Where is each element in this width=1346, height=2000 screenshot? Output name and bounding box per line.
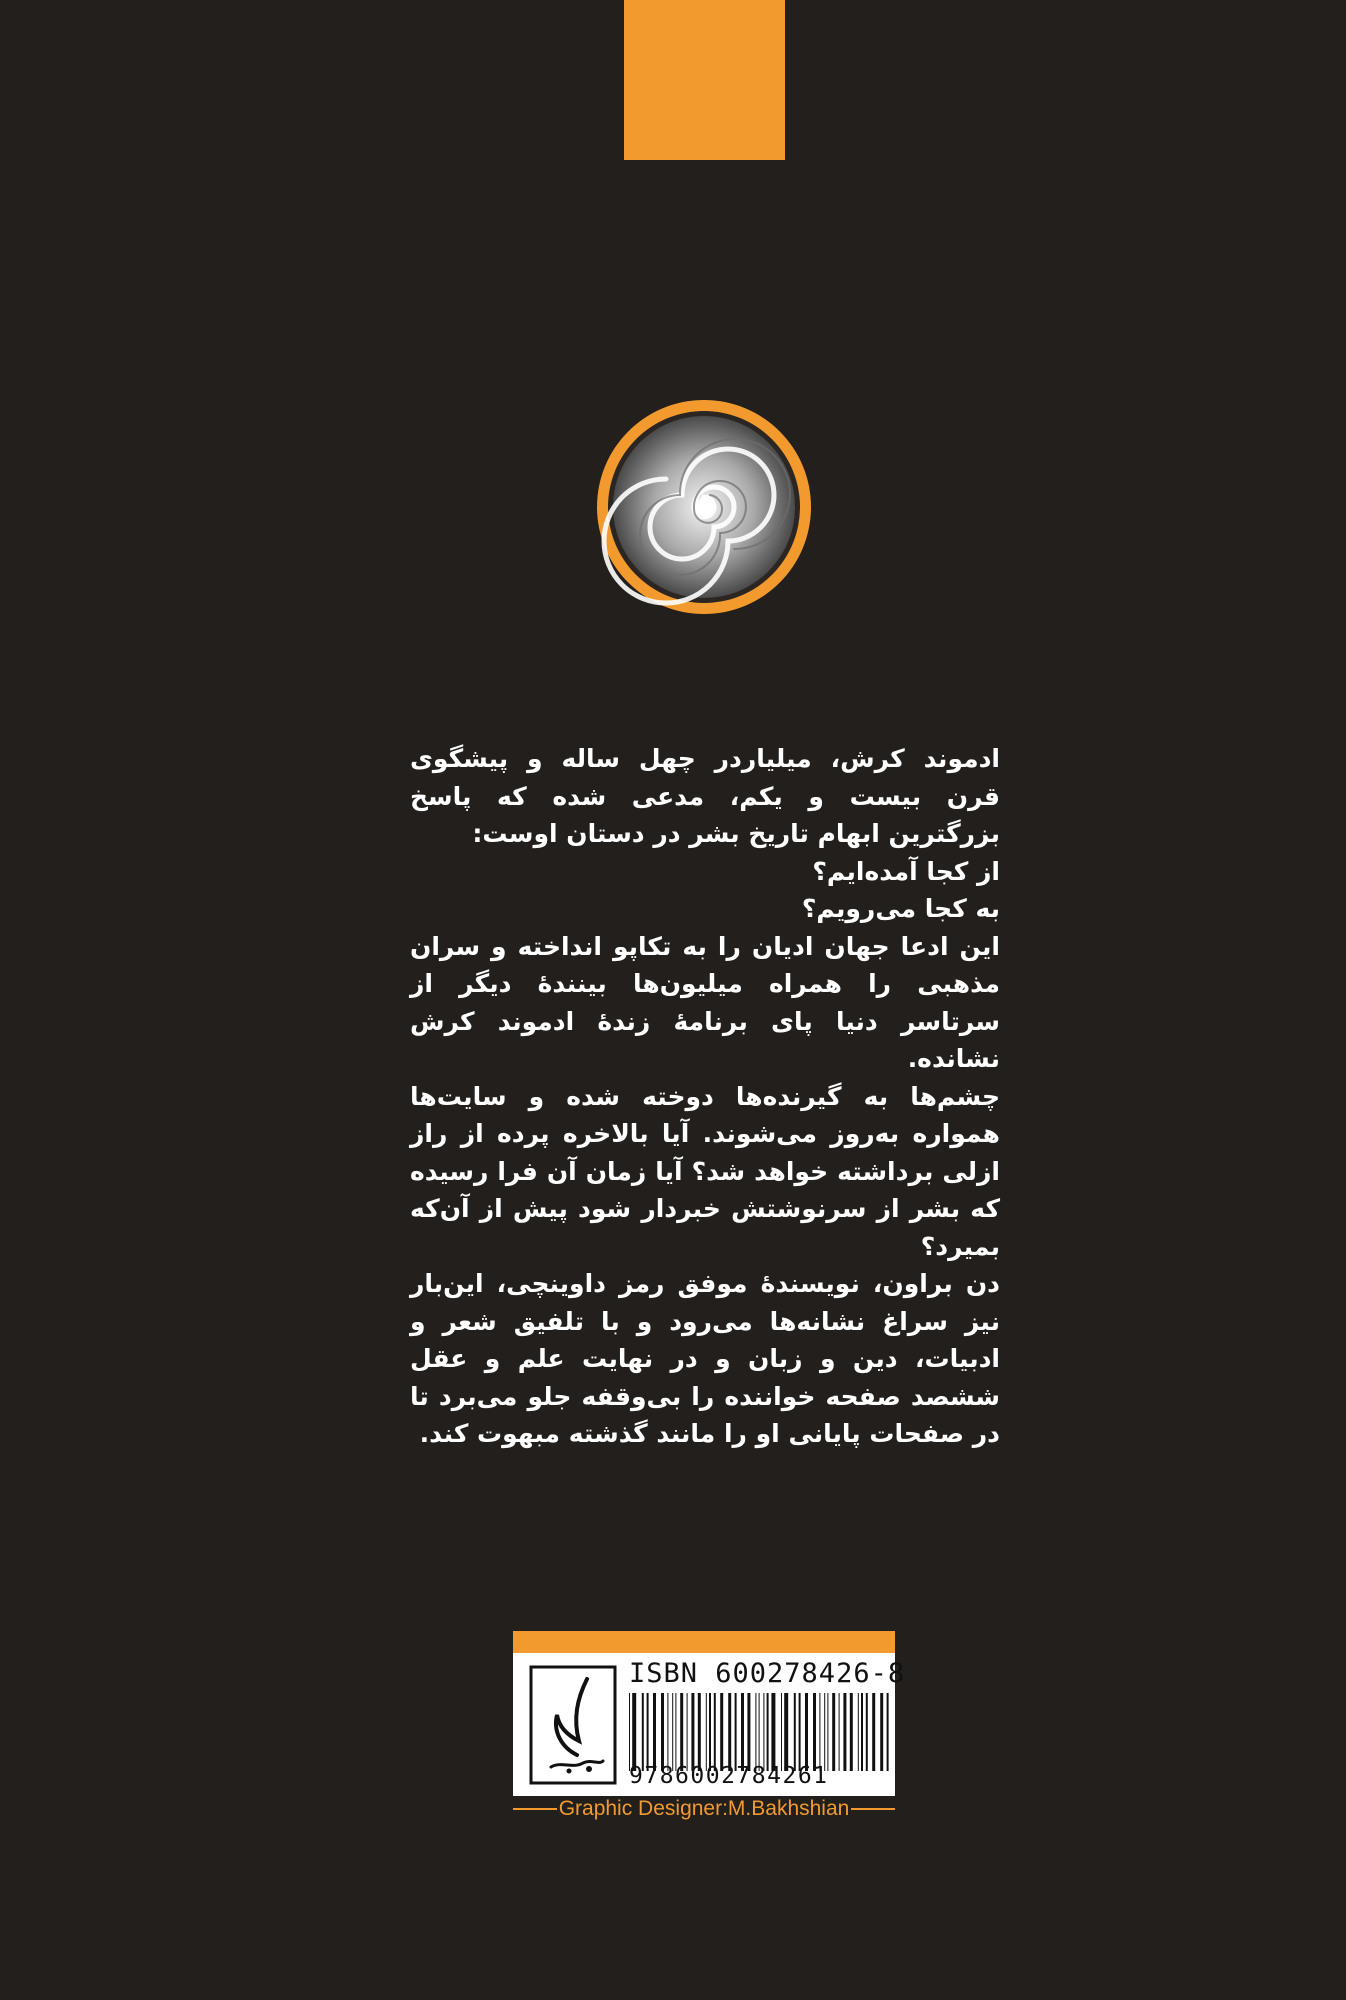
blurb-paragraph: دن براون، نویسندهٔ موفق رمز داوینچی، این‌بار نیز سراغ نشانه‌ها می‌رود و با تلفیق شعر و ادبیات، دین و زبان و در نهایت علم و عقل ششصد صفحه خواننده را بی‌وقفه جلو می‌برد تا در صفحات پایانی او را مانند گذشته مبهوت کند. [410, 1269, 1000, 1448]
barcode-bar [747, 1693, 750, 1771]
barcode-bar [843, 1693, 846, 1771]
barcode-orange-strip [513, 1631, 895, 1653]
barcode-bar [675, 1693, 676, 1771]
barcode-bar [784, 1693, 788, 1771]
blurb-paragraph: به کجا می‌رویم؟ [801, 894, 1000, 923]
credit-text: Graphic Designer:M.Bakhshian [558, 1797, 850, 1820]
barcode-bar [839, 1693, 840, 1771]
barcode-bars [629, 1693, 889, 1771]
blurb-paragraph: چشم‌ها به گیرنده‌ها دوخته شده و سایت‌ها همواره به‌روز می‌شوند. آیا بالاخره پرده از راز ازلی برداشته خواهد شد؟ آیا زمان آن فرا رسیده که بشر از سرنوشتش خبردار شود پیش از آن‌که بمیرد؟ [410, 1081, 1000, 1261]
barcode-bar [799, 1693, 801, 1771]
publisher-bird-logo-icon [529, 1665, 617, 1785]
barcode-bar [629, 1693, 630, 1771]
barcode-bar [667, 1693, 668, 1771]
spiral-staircase-icon [595, 398, 813, 616]
barcode-bar [767, 1693, 769, 1771]
barcode-bar [642, 1693, 644, 1771]
barcode-bar [763, 1693, 764, 1771]
barcode-bar [771, 1693, 775, 1771]
barcode-bar [813, 1693, 816, 1771]
barcode-bar [632, 1693, 636, 1771]
barcode-bar [794, 1693, 796, 1771]
barcode-bar [728, 1693, 731, 1771]
barcode-bar [880, 1693, 883, 1771]
barcode-bar [805, 1693, 808, 1771]
barcode-bar [735, 1693, 737, 1771]
barcode-bar [653, 1693, 656, 1771]
ean-digits: 9786002784261 [629, 1763, 829, 1789]
barcode-bar [672, 1693, 673, 1771]
barcode-bar [861, 1693, 863, 1771]
graphic-designer-credit [513, 1797, 895, 1821]
barcode-bar [691, 1693, 694, 1771]
credit-line-left [513, 1808, 557, 1810]
isbn-label: ISBN 600278426-8 [629, 1658, 906, 1689]
barcode-bar [819, 1693, 820, 1771]
blurb-paragraph: این ادعا جهان ادیان را به تکاپو انداخته و سران مذهبی را همراه میلیون‌ها بینندهٔ دیگر از سرتاسر دنیا پای برنامهٔ زندهٔ ادموند کرش نشانده. [410, 931, 1000, 1073]
barcode-bar [824, 1693, 825, 1771]
barcode-bar [866, 1693, 868, 1771]
barcode-bar [887, 1693, 889, 1771]
barcode-bar [687, 1693, 688, 1771]
top-orange-tab [624, 0, 785, 160]
barcode-bar [872, 1693, 875, 1771]
barcode-bar [706, 1693, 707, 1771]
barcode-bar [858, 1693, 859, 1771]
barcode-bar [714, 1693, 716, 1771]
barcode-bar [755, 1693, 756, 1771]
blurb-paragraph: از کجا آمده‌ایم؟ [812, 856, 1000, 886]
book-blurb [410, 740, 1000, 1453]
barcode-bar [781, 1693, 782, 1771]
barcode-bar [720, 1693, 723, 1771]
barcode-bar [827, 1693, 828, 1771]
barcode-bar [832, 1693, 835, 1771]
barcode-bar [850, 1693, 853, 1771]
barcode-bar [759, 1693, 760, 1771]
barcode-bar [709, 1693, 711, 1771]
barcode-bar [741, 1693, 744, 1771]
blurb-paragraph: ادموند کرش، میلیاردر چهل ساله و پیشگوی قرن بیست و یکم، مدعی شده که پاسخ بزرگترین ابهام تاریخ بشر در دستان اوست: [410, 744, 1000, 848]
barcode-bar [698, 1693, 701, 1771]
barcode-bar [661, 1693, 664, 1771]
barcode-panel [513, 1631, 906, 1796]
barcode-bar [647, 1693, 649, 1771]
credit-line-right [851, 1808, 895, 1810]
barcode-bar [680, 1693, 683, 1771]
